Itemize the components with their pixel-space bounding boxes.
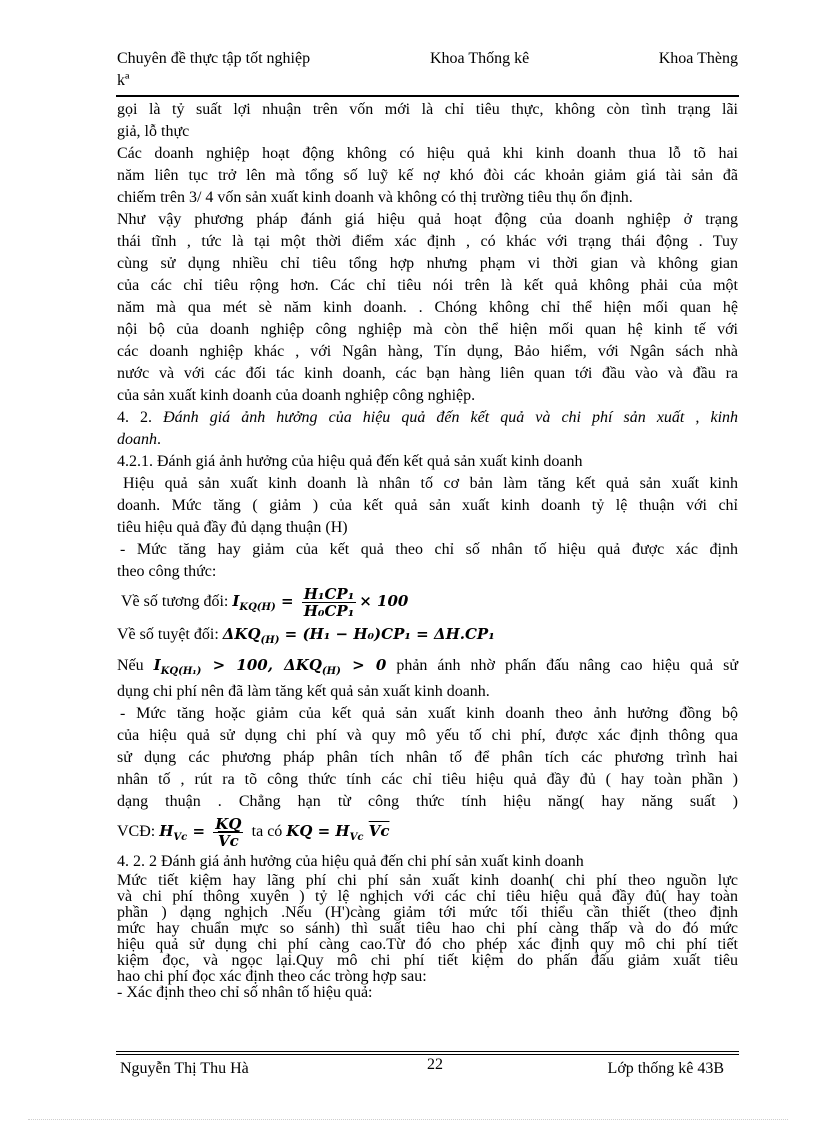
formula-symbol: I xyxy=(232,592,240,610)
paragraph-line: - Mức tăng hay giảm của kết quả theo chỉ số nhân tố hiệu quả được xác định xyxy=(120,541,738,558)
fraction-denominator: Vc xyxy=(217,831,239,850)
paragraph-line: năm mà qua mét sè năm kinh doanh. . Chóng không chỉ thể hiện mối quan hệ xyxy=(117,299,738,316)
paragraph-line: hao chi phí đọc xác định theo các tròng hợp sau: xyxy=(117,968,427,985)
page-header xyxy=(117,50,738,96)
paragraph-line: năm liên tục trở lên mà tổng số luỹ kế nợ khó đòi các khoản giảm giá tài sản đã xyxy=(117,167,738,184)
paragraph-line: Mức tiết kiệm hay lãng phí chi phí sản xuất kinh doanh( chi phí theo nguồn lực xyxy=(117,872,738,889)
formula-symbol: I xyxy=(153,656,161,674)
formula-subscript: KQ(H₁) xyxy=(160,666,202,677)
paragraph-line: tiêu hiệu quả đầy đủ dạng thuận (H) xyxy=(117,519,348,536)
paragraph-line: của các chỉ tiêu rộng hơn. Các chỉ tiêu nói trên là kết quả không phải của một xyxy=(117,277,738,294)
section-title-end: . xyxy=(157,431,161,448)
footer-rule xyxy=(116,1054,739,1055)
paragraph-line: thái tĩnh , tức là tại một thời điểm xác định , có khác với trạng thái động . Tuy xyxy=(117,233,738,250)
condition-formula xyxy=(153,656,387,677)
paragraph-line: nội bộ của doanh nghiệp công nghiệp mà còn thể hiện mối quan hệ kinh tế với xyxy=(117,321,738,338)
paragraph-line: của sản xuất kinh doanh của doanh nghiệp công nghiệp. xyxy=(117,387,476,404)
relative-formula: $I_{KQ(H)}$ = $\frac{\text{H₁CP₁}}{\text{H₀CP₁}}$ × 100 xyxy=(232,584,409,620)
section-heading-4-2 xyxy=(117,407,738,429)
paragraph-line: kiệm đọc, và ngọc lại.Quy mô chi phí tiết kiệm do phấn đấu giảm xuất tiêu xyxy=(117,952,738,969)
formula-subscript: (H) xyxy=(260,635,280,646)
paragraph-line: chiếm trên 3/ 4 vốn sản xuất kinh doanh và không có thị trường tiêu thụ ổn định. xyxy=(117,189,633,206)
page-footer xyxy=(117,1056,738,1080)
paragraph-line: dụng chi phí nên đã làm tăng kết quả sản xuất kinh doanh. xyxy=(117,683,490,700)
list-item: - Xác định theo chỉ số nhân tố hiệu quả: xyxy=(117,984,373,1001)
header-faculty: Khoa Thống kê xyxy=(430,50,530,67)
section-title-cont: doanh xyxy=(117,431,157,448)
paragraph-line: doanh. Mức tăng ( giảm ) của kết quả sản xuất kinh doanh tỷ lệ thuận với chỉ xyxy=(117,497,738,514)
formula-part: > 0 xyxy=(352,656,387,674)
relative-formula-row xyxy=(117,583,738,619)
paragraph-line: giả, lỗ thực xyxy=(117,123,190,140)
subsection-heading-4-2-1: 4.2.1. Đánh giá ảnh hưởng của hiệu quả đến kết quả sản xuất kinh doanh xyxy=(117,453,583,470)
paragraph-line: - Mức tăng hoặc giảm của kết quả sản xuất kinh doanh theo ảnh hưởng đồng bộ xyxy=(120,705,738,722)
paragraph-line: sử dụng các phương pháp phân tích nhân tố để phân tích các phương trình hai xyxy=(117,749,738,766)
vcd-formula: $H_{Vc}$ = $\frac{KQ}{Vc}$ xyxy=(159,814,242,850)
paragraph-line: Các doanh nghiệp hoạt động không có hiệu quả khi kinh doanh thua lỗ tõ hai xyxy=(117,145,738,162)
paragraph-line: mức hay chuẩn mực so sánh) thì suất tiêu hao chi phí càng thấp và do đó mức xyxy=(117,920,738,937)
footer-page-number: 22 xyxy=(427,1056,443,1073)
footer-class: Lớp thống kê 43B xyxy=(607,1060,724,1077)
formula-subscript: Vc xyxy=(173,832,188,843)
paragraph-line: Hiệu quả sản xuất kinh doanh là nhân tố cơ bản làm tăng kết quả sản xuất kinh xyxy=(123,475,738,492)
header-faculty-wrapped: Khoa Thèng xyxy=(658,50,738,67)
paragraph-line: dạng thuận . Chẳng hạn từ công thức tính hiệu năng( hay năng suất ) xyxy=(117,793,738,810)
formula-subscript: Vc xyxy=(349,832,364,843)
paragraph-line: cùng sử dụng nhiều chỉ tiêu tổng hợp nhưng phạm vi thời gian và không gian xyxy=(117,255,738,272)
paragraph-line: Như vậy phương pháp đánh giá hiệu quả hoạt động của doanh nghiệp ở trạng xyxy=(117,211,738,228)
paragraph-line: theo công thức: xyxy=(117,563,217,580)
footer-author: Nguyễn Thị Thu Hà xyxy=(120,1060,249,1077)
absolute-label: Về số tuyệt đối: xyxy=(117,626,219,643)
section-heading-4-2-cont xyxy=(117,429,738,451)
subsection-heading-4-2-2: 4. 2. 2 Đánh giá ảnh hưởng của hiệu quả đến chi phí sản xuất kinh doanh xyxy=(117,853,584,870)
condition-if: Nếu xyxy=(117,657,144,674)
vcd-label: VCĐ: xyxy=(117,823,156,840)
formula-rhs: = (H₁ − H₀)CP₁ = ΔH.CP₁ xyxy=(284,625,495,643)
paragraph-line: nước và với các đối tác kinh doanh, các bạn hàng liên quan tới đầu vào và đầu ra xyxy=(117,365,738,382)
paragraph-line: gọi là tỷ suất lợi nhuận trên vốn mới là chỉ tiêu thực, không còn tình trạng lãi xyxy=(117,101,738,118)
vcd-connector: ta có xyxy=(251,823,283,840)
page-edge-dots xyxy=(28,1119,788,1120)
footer-rule xyxy=(116,1051,739,1052)
paragraph-line: hiệu quả sử dụng chi phí càng cao.Từ đó cho phép xác định quy mô chi phí tiết xyxy=(117,936,738,953)
absolute-formula xyxy=(222,625,495,646)
formula-symbol: ΔKQ xyxy=(222,625,261,643)
paragraph-line: và chi phí thông xuyên ) tỷ lệ nghịch với các chỉ tiêu hiệu quả đầy đủ( hay toàn xyxy=(117,888,738,905)
relative-label: Về số tương đối: xyxy=(121,593,229,610)
fraction-denominator: H₀CP₁ xyxy=(303,601,355,620)
formula-fraction xyxy=(302,586,357,619)
fraction-numerator: KQ xyxy=(215,814,242,833)
header-faculty-wrap-tail: kª xyxy=(117,72,130,89)
vcd-formula-row xyxy=(117,813,738,849)
formula-part: $\overline{Vc}$ xyxy=(368,822,390,840)
formula-part: > 100, ΔKQ xyxy=(212,656,322,674)
formula-multiplier: × 100 xyxy=(359,592,409,610)
paragraph-line: các doanh nghiệp khác , với Ngân hàng, Tín dụng, Bảo hiểm, với Ngân sách nhà xyxy=(117,343,738,360)
header-rule xyxy=(116,95,739,97)
paragraph-line: của hiệu quả sử dụng chi phí và quy mô yếu tố chi phí, được xác định thông qua xyxy=(117,727,738,744)
condition-text: phản ánh nhờ phấn đấu nâng cao hiệu quả sử xyxy=(396,657,739,674)
paragraph-line: nhân tố , rút ra tõ công thức tính các chỉ tiêu hiệu quả đầy đủ ( hay toàn phần ) xyxy=(117,771,738,788)
fraction-numerator: H₁CP₁ xyxy=(303,584,355,603)
formula-fraction xyxy=(213,816,243,849)
header-report-title: Chuyên đề thực tập tốt nghiệp xyxy=(117,50,311,67)
section-title: Đánh giá ảnh hưởng của hiệu quả đến kết quả và chi phí sản xuất , kinh xyxy=(163,409,739,426)
formula-symbol: H xyxy=(159,822,174,840)
formula-part: KQ = H xyxy=(286,822,350,840)
paragraph-line: phần ) dạng nghịch .Nếu (H')càng giảm tới mức tối thiểu cần thiết (theo định xyxy=(117,904,738,921)
formula-subscript: (H) xyxy=(321,666,341,677)
condition-row xyxy=(117,649,738,681)
absolute-formula-row xyxy=(117,619,738,649)
formula-subscript: KQ(H) xyxy=(239,602,276,613)
vcd-result-formula xyxy=(286,822,390,843)
document-body xyxy=(117,99,738,1001)
section-number: 4. 2. xyxy=(117,409,153,426)
